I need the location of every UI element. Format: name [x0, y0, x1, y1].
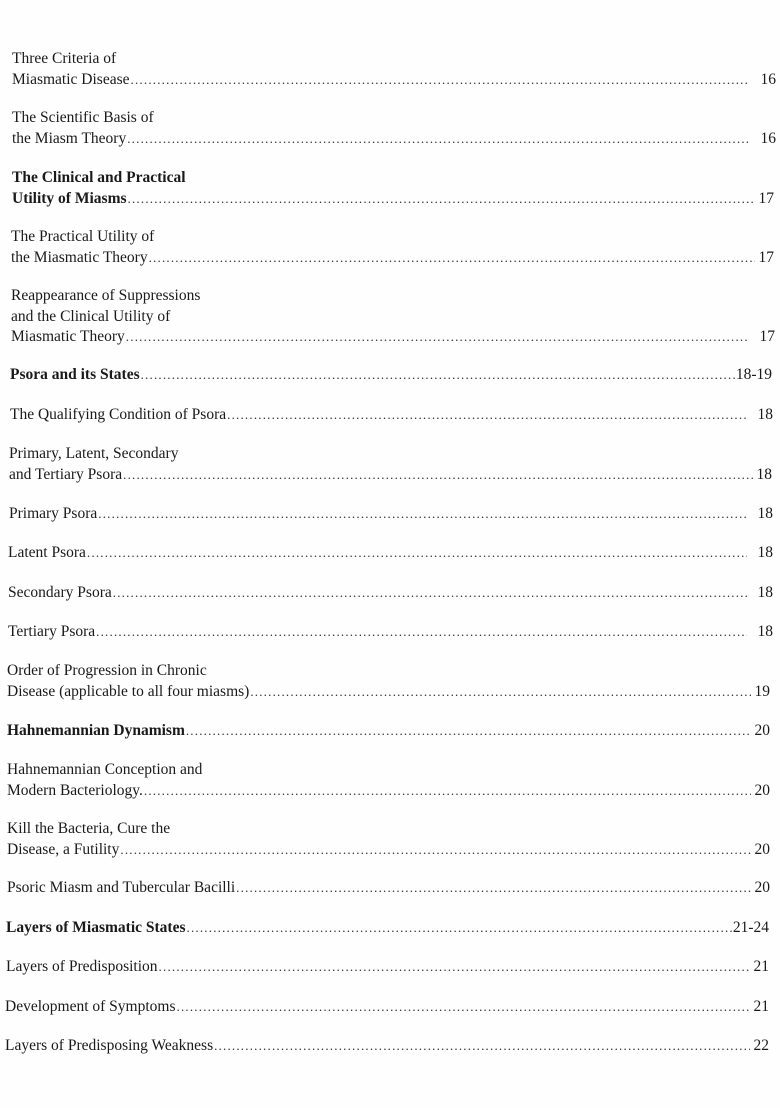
- dot-leader: [96, 622, 747, 643]
- toc-entry-title-line: the Miasm Theory: [12, 129, 127, 147]
- toc-entry-title-line: Development of Symptoms: [5, 998, 176, 1015]
- page-number: 18: [757, 544, 773, 561]
- toc-entry-title-line: Layers of Predisposition: [6, 958, 158, 975]
- toc-entry-title-line: Miasmatic Disease: [12, 70, 130, 88]
- toc-entry-practical-utility[interactable]: [11, 227, 774, 268]
- toc-entry-hahnemannian-dynamism[interactable]: [7, 721, 770, 742]
- page-number: 16: [760, 129, 776, 147]
- page-number: 21: [753, 958, 769, 975]
- toc-entry-development-symptoms[interactable]: [5, 997, 769, 1018]
- toc-entry-title-line: Psoric Miasm and Tubercular Bacilli: [7, 879, 236, 896]
- dot-leader: [127, 129, 750, 150]
- toc-entry-title-line: Kill the Bacteria, Cure the: [7, 820, 171, 837]
- toc-entry-title-line: Layers of Miasmatic States: [6, 919, 186, 936]
- toc-entry-title-line: and Tertiary Psora: [9, 465, 123, 483]
- toc-entry-layers-predisposing-weakness[interactable]: [5, 1036, 769, 1057]
- toc-entry-title-line: and the Clinical Utility of: [11, 307, 171, 325]
- dot-leader: [214, 1036, 750, 1057]
- page-number: 18: [757, 623, 773, 640]
- toc-entry-three-criteria[interactable]: [12, 49, 776, 90]
- page-number: 18: [757, 406, 773, 423]
- page-number: 21-24: [732, 919, 769, 936]
- toc-entry-title-line: The Scientific Basis of: [12, 109, 154, 126]
- toc-entry-order-of-progression[interactable]: [7, 661, 770, 702]
- page-number: 17: [758, 248, 774, 266]
- toc-entry-title-line: Primary, Latent, Secondary: [9, 445, 179, 462]
- toc-entry-title-line: Psora and its States: [10, 366, 140, 383]
- dot-leader: [120, 840, 751, 861]
- page-number: 18-19: [735, 366, 772, 383]
- dot-leader: [98, 504, 747, 525]
- page-number: 16: [760, 70, 776, 88]
- toc-entry-title-line: Miasmatic Theory: [11, 328, 125, 345]
- toc-entry-title-line: the Miasmatic Theory: [11, 248, 148, 266]
- toc-entry-latent-psora[interactable]: [8, 543, 773, 564]
- toc-entry-title-line: The Qualifying Condition of Psora: [10, 406, 227, 423]
- dot-leader: [126, 327, 749, 348]
- dot-leader: [236, 878, 751, 899]
- toc-entry-title-line: Layers of Predisposing Weakness: [5, 1037, 214, 1054]
- dot-leader: [227, 405, 747, 426]
- page-number: 18: [756, 465, 772, 483]
- toc-entry-layers-miasmatic-states[interactable]: [6, 918, 769, 939]
- toc-entry-title-line: Tertiary Psora: [8, 623, 96, 640]
- toc-entry-secondary-psora[interactable]: [8, 583, 773, 604]
- toc-entry-title-line: Hahnemannian Conception and: [7, 761, 203, 778]
- dot-leader: [87, 543, 747, 564]
- dot-leader: [149, 248, 755, 269]
- toc-entry-title-line: Modern Bacteriology.: [7, 781, 143, 799]
- toc-entry-title-line: The Practical Utility of: [11, 228, 155, 245]
- page-number: 22: [753, 1037, 769, 1054]
- dot-leader: [187, 918, 732, 939]
- toc-entry-title-line: Secondary Psora: [8, 584, 112, 601]
- toc-entry-hahnemannian-conception[interactable]: [7, 760, 770, 801]
- dot-leader: [144, 781, 751, 802]
- toc-entry-title-line: Latent Psora: [8, 544, 86, 561]
- toc-entry-title-line: Reappearance of Suppressions: [11, 287, 201, 304]
- page-number: 18: [757, 505, 773, 522]
- dot-leader: [128, 189, 755, 210]
- dot-leader: [177, 997, 751, 1018]
- dot-leader: [250, 682, 751, 703]
- dot-leader: [123, 465, 753, 486]
- toc-entry-title-line: Order of Progression in Chronic: [7, 662, 207, 679]
- dot-leader: [131, 70, 750, 91]
- toc-entry-qualifying-condition[interactable]: [10, 405, 773, 426]
- toc-entry-tertiary-psora[interactable]: [8, 622, 773, 643]
- toc-entry-psoric-miasm-tubercular[interactable]: [7, 878, 770, 899]
- page-number: 17: [758, 189, 774, 207]
- page-number: 19: [754, 682, 770, 700]
- dot-leader: [159, 957, 750, 978]
- toc-entry-primary-latent-secondary-tertiary[interactable]: [9, 444, 772, 485]
- dot-leader: [186, 721, 751, 742]
- toc-entry-scientific-basis[interactable]: [12, 108, 776, 149]
- toc-entry-kill-the-bacteria[interactable]: [7, 819, 770, 860]
- page-number: 20: [754, 781, 770, 799]
- page-number: 21: [753, 998, 769, 1015]
- page-number: 20: [754, 722, 770, 739]
- toc-entry-title-line: Three Criteria of: [12, 50, 117, 67]
- toc-entry-title-line: Utility of Miasms: [12, 189, 127, 207]
- toc-entry-title-line: The Clinical and Practical: [12, 169, 186, 186]
- toc-entry-title-line: Primary Psora: [9, 505, 98, 522]
- page-number: 18: [757, 584, 773, 601]
- toc-entry-reappearance-suppressions[interactable]: [11, 286, 775, 348]
- toc-entry-title-line: Hahnemannian Dynamism: [7, 722, 185, 739]
- toc-entry-layers-predisposition[interactable]: [6, 957, 769, 978]
- toc-entry-title-line: Disease (applicable to all four miasms): [7, 682, 250, 700]
- dot-leader: [113, 583, 747, 604]
- page-number: 17: [759, 328, 775, 345]
- toc-entry-primary-psora[interactable]: [9, 504, 773, 525]
- page-number: 20: [754, 879, 770, 896]
- toc-entry-title-line: Disease, a Futility: [7, 840, 120, 858]
- toc-entry-psora-states[interactable]: [10, 365, 772, 386]
- toc-entry-clinical-practical-utility[interactable]: [12, 168, 774, 209]
- page-number: 20: [754, 840, 770, 858]
- dot-leader: [141, 365, 735, 386]
